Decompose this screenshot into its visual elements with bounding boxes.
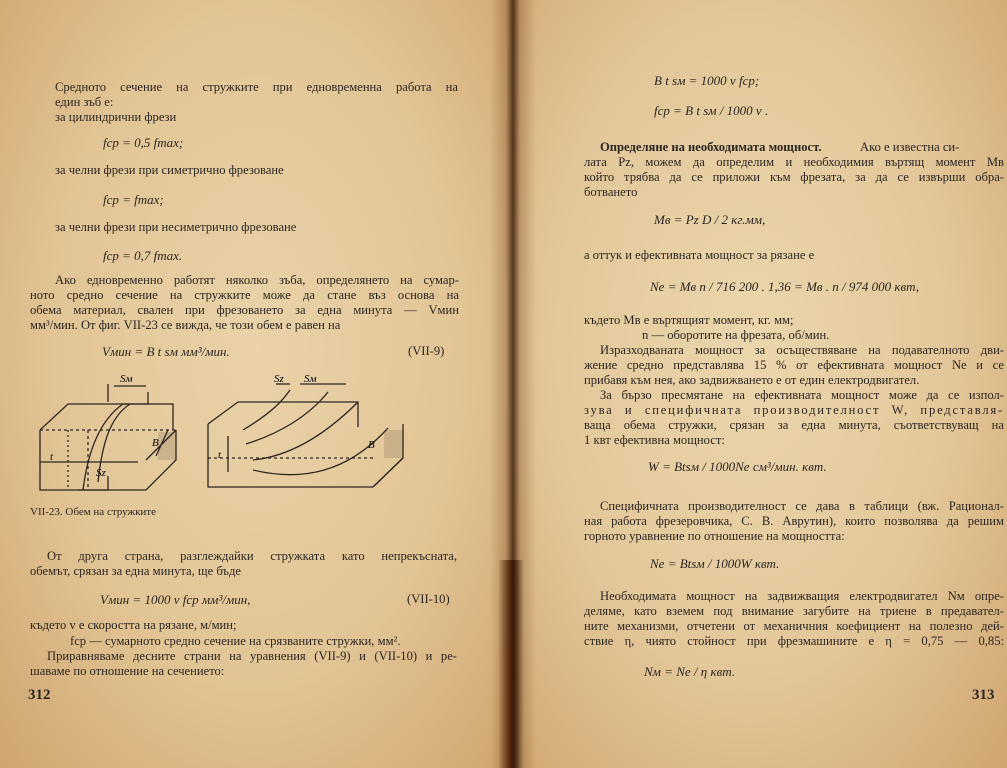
text-line: ните механизми, отчетени от механичния коефициент на полезно дей- <box>584 619 1004 633</box>
text-line: където v е скоростта на рязане, м/мин; <box>30 618 237 632</box>
text-line: зува и специфичната производителност W, представля- <box>584 403 1004 417</box>
text-line: Средното сечение на стружките при едновременна работа на <box>55 80 458 94</box>
label-sz: Sz <box>274 373 284 385</box>
text-line: 1 квт ефективна мощност: <box>584 433 725 447</box>
label-sm: Sм <box>120 373 133 385</box>
text-line: Необходимата мощност на задвижващия електродвигател Nм опре- <box>600 589 1004 603</box>
text-line: От друга страна, разглеждайки стружката като непрекъсната, <box>47 549 457 563</box>
formula: Nм = Nе / η квт. <box>644 664 736 679</box>
formula: Vмин = B t sм мм³/мин. <box>102 344 230 359</box>
label-b: B <box>368 439 375 451</box>
text-line: Приравняваме десните страни на уравнения (VII-9) и (VII-10) и ре- <box>47 649 457 663</box>
text-line: ботването <box>584 185 638 199</box>
label-sz: Sz <box>96 467 106 479</box>
text-line: където Mв е въртящият момент, кг. мм; <box>584 313 794 327</box>
equation-number: (VII-10) <box>407 592 450 606</box>
formula: fср = fmax; <box>103 192 164 207</box>
text-line: ваща обема стружки, срязан за една минута, съответствуващ на <box>584 418 1004 432</box>
text-line: лата Pz, можем да определим и необходимия въртящ момент Mв <box>584 155 1004 169</box>
equation-number: (VII-9) <box>408 344 445 358</box>
text-line: Ако едновременно работят няколко зъба, определянето на сумар- <box>55 273 459 287</box>
text-line: деляме, като вземем под внимание загубите на триене в предавател- <box>584 604 1004 618</box>
formula: Nе = Mв n / 716 200 . 1,36 = Mв . n / 974 000 квт, <box>650 279 920 294</box>
text-line: горното уравнение по отношение на мощността: <box>584 529 845 543</box>
formula: W = Btsм / 1000Nе см³/мин. квт. <box>648 459 827 474</box>
text-line: Изразходваната мощност за осъществяване на подавателното дви- <box>600 343 1004 357</box>
formula: fср = B t sм / 1000 v . <box>654 103 769 118</box>
section-heading: Определяне на необходимата мощност. <box>600 140 822 154</box>
label-t: t <box>218 449 222 461</box>
case-label: за челни фрези при симетрично фрезоване <box>55 163 284 177</box>
text-line: ствие η, чиято стойност при фрезмашините е η = 0,75 — 0,85: <box>584 634 1004 648</box>
case-label: за цилиндрични фрези <box>55 110 177 124</box>
formula: fср = 0,5 fmax; <box>103 135 184 150</box>
text-line: жение средно представлява 15 % от ефективната мощност Nе и се <box>584 358 1004 372</box>
formula: Vмин = 1000 v fср мм³/мин, <box>100 592 251 607</box>
label-t: t <box>50 451 54 463</box>
text-line: ная работа фрезеровчика, С. В. Аврутин), които позволява да решим <box>584 514 1004 528</box>
text-line: един зъб е: <box>55 95 114 109</box>
text-line: За бързо пресмятане на ефективната мощност може да се изпол- <box>600 388 1004 402</box>
text-line: ното средно сечение на стружките може да стане въз основа на <box>30 288 459 302</box>
torn-spine <box>498 560 524 768</box>
formula: fср = 0,7 fmax. <box>103 248 183 263</box>
text-line: а оттук и ефективната мощност за рязане е <box>584 248 815 262</box>
case-label: за челни фрези при несиметрично фрезоване <box>55 220 297 234</box>
text-line: прибавя към нея, ако задвижването е от един електродвигател. <box>584 373 920 387</box>
formula: B t sм = 1000 v fср; <box>654 73 760 88</box>
text-line: шаваме по отношение на сечението: <box>30 664 225 678</box>
page-number: 313 <box>972 687 995 703</box>
label-b: B <box>152 437 159 449</box>
text-line: обема материал, свален при фрезоването за една минута — Vмин <box>30 303 459 317</box>
label-sm: Sм <box>304 373 317 385</box>
formula: Nе = Btsм / 1000W квт. <box>650 556 780 571</box>
text-line: fср — сумарното средно сечение на срязваните стружки, мм². <box>70 634 401 648</box>
figure-chip-volume <box>28 372 468 502</box>
text-line: Специфичната производителност се дава в таблици (вж. Рационал- <box>600 499 1004 513</box>
text-line: мм³/мин. От фиг. VII-23 се вижда, че този обем е равен на <box>30 318 341 332</box>
figure-caption: VII-23. Обем на стружките <box>30 506 156 518</box>
right-page <box>512 0 1007 768</box>
text-line: Ако е известна си- <box>860 140 960 154</box>
page-number: 312 <box>28 687 51 703</box>
formula: Mв = Pz D / 2 кг.мм, <box>654 212 766 227</box>
text-line: n — оборотите на фрезата, об/мин. <box>642 328 830 342</box>
text-line: който трябва да се приложи към фрезата, за да се извърши обра- <box>584 170 1004 184</box>
text-line: обемът, срязан за една минута, ще бъде <box>30 564 241 578</box>
